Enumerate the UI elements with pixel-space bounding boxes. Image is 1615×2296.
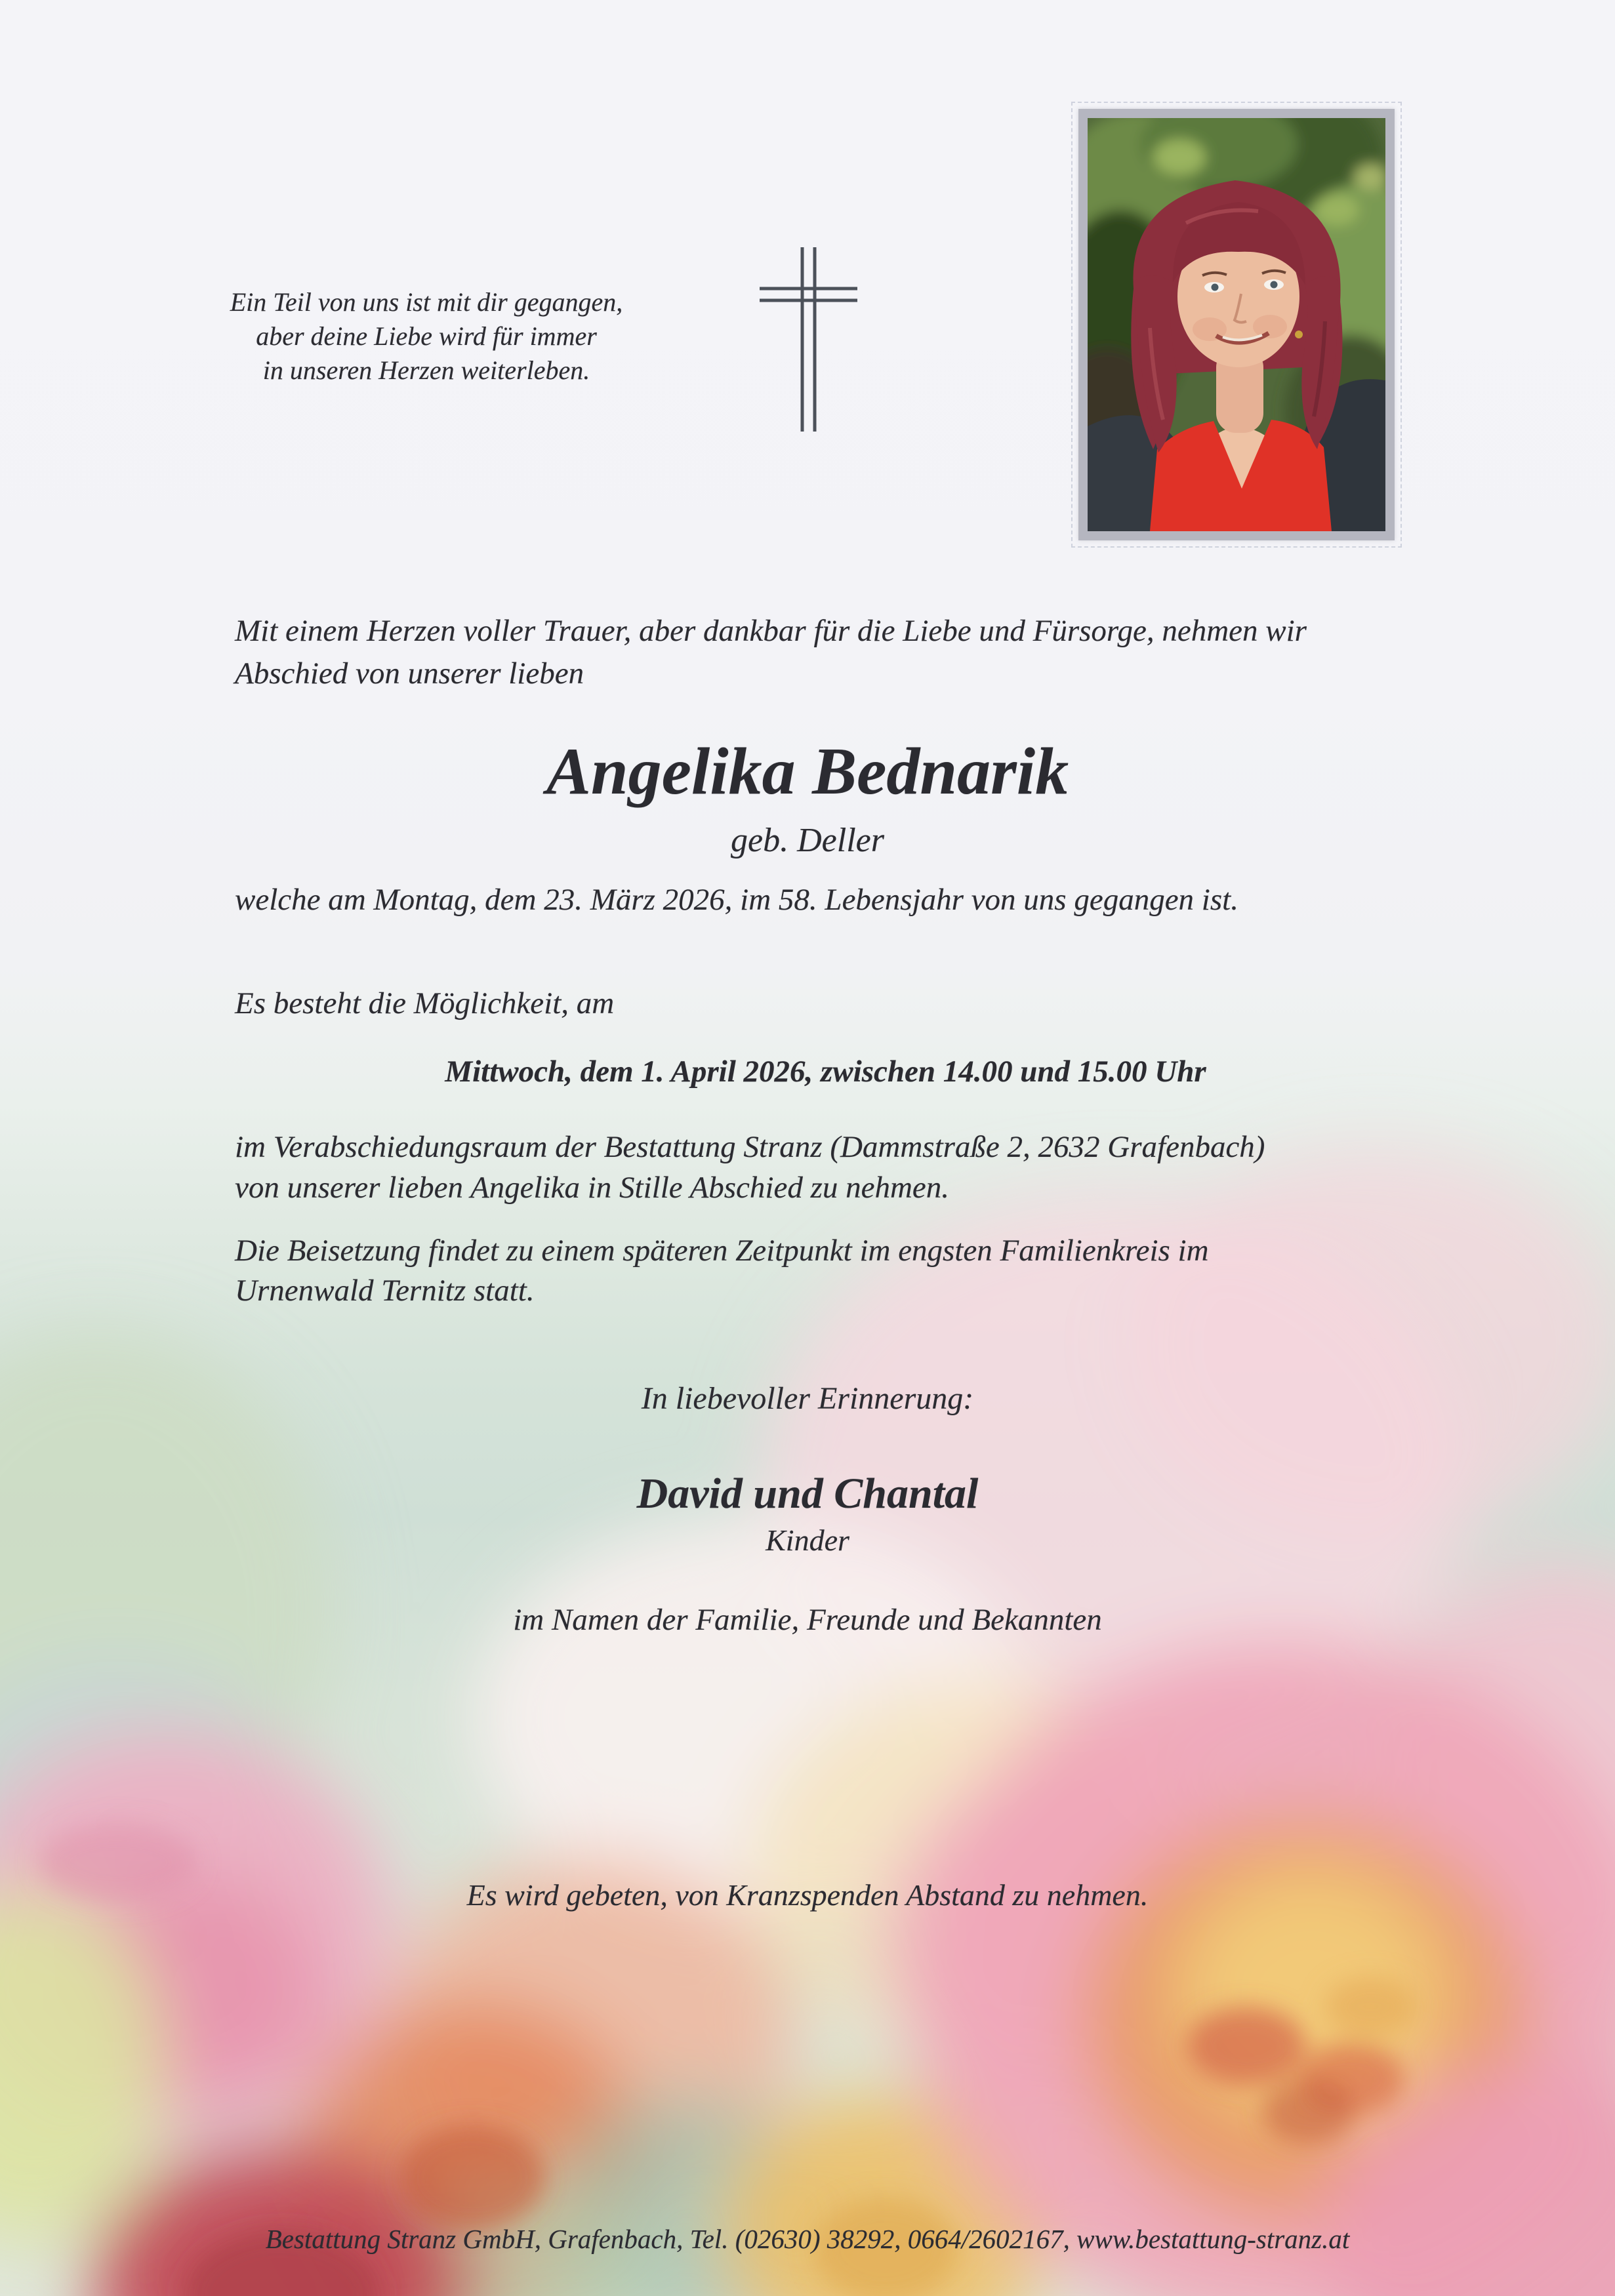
memory-heading: In liebevoller Erinnerung: xyxy=(641,1381,974,1416)
children-names: David und Chantal xyxy=(636,1470,979,1518)
quote-line-3: in unseren Herzen weiterleben. xyxy=(262,355,590,385)
burial-line-1: Die Beisetzung findet zu einem späteren Zeitpunkt im engsten Familienkreis im xyxy=(235,1234,1209,1268)
quote-line-1: Ein Teil von uns ist mit dir gegangen, xyxy=(230,287,623,317)
farewell-location-line-2: von unserer lieben Angelika in Stille Abschied zu nehmen. xyxy=(235,1171,950,1205)
burial-line-2: Urnenwald Ternitz statt. xyxy=(235,1274,535,1308)
burial-paragraph xyxy=(235,1231,1209,1311)
memorial-quote xyxy=(164,285,689,388)
intro-line-1: Mit einem Herzen voller Trauer, aber dankbar für die Liebe und Fürsorge, nehmen wir xyxy=(235,614,1307,648)
farewell-location-line-1: im Verabschiedungsraum der Bestattung Stranz (Dammstraße 2, 2632 Grafenbach) xyxy=(235,1130,1265,1164)
death-date-line: welche am Montag, dem 23. März 2026, im 58. Lebensjahr von uns gegangen ist. xyxy=(235,883,1238,917)
farewell-intro-line: Es besteht die Möglichkeit, am xyxy=(235,986,615,1020)
intro-line-2: Abschied von unserer lieben xyxy=(235,656,584,691)
cross-icon xyxy=(754,243,863,436)
wreath-note: Es wird gebeten, von Kranzspenden Abstand zu nehmen. xyxy=(466,1878,1149,1912)
farewell-location xyxy=(235,1127,1265,1208)
children-relation-label: Kinder xyxy=(766,1523,849,1557)
portrait-illustration xyxy=(1088,118,1385,531)
quote-line-2: aber deine Liebe wird für immer xyxy=(256,321,597,351)
portrait-photo xyxy=(1078,109,1395,540)
undertaker-footer: Bestattung Stranz GmbH, Grafenbach, Tel. (02630) 38292, 0664/2602167, www.bestattung-stranz.at xyxy=(265,2224,1350,2254)
family-line: im Namen der Familie, Freunde und Bekannten xyxy=(513,1603,1102,1637)
farewell-datetime-line: Mittwoch, dem 1. April 2026, zwischen 14.00 und 15.00 Uhr xyxy=(445,1055,1206,1089)
deceased-name: Angelika Bednarik xyxy=(546,735,1069,809)
intro-paragraph xyxy=(235,610,1307,695)
deceased-birth-name: geb. Deller xyxy=(731,822,884,859)
flower-soft-layer xyxy=(0,1148,1615,2296)
